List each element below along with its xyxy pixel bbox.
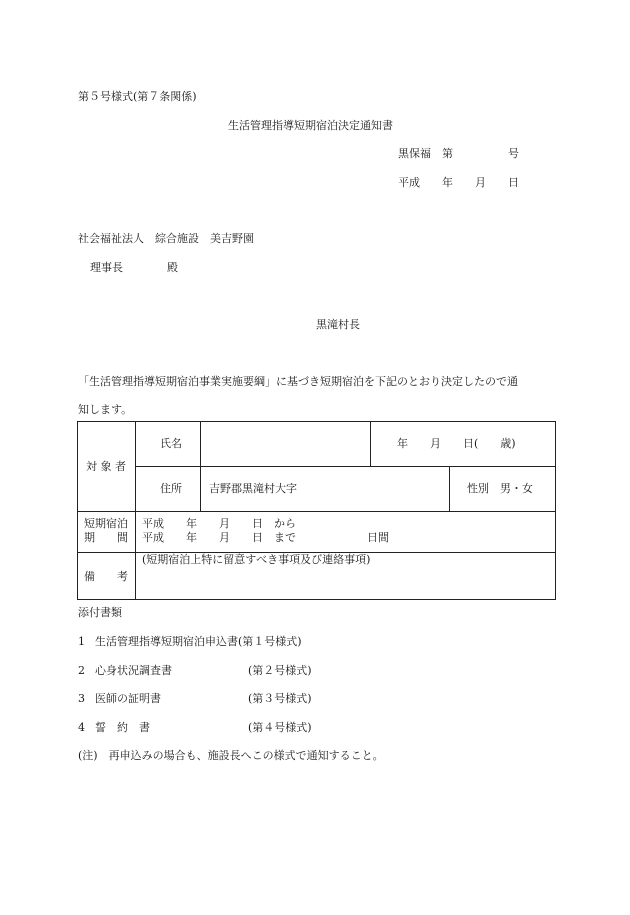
period-end: 平成 年 月 日 まで — [142, 531, 296, 544]
attachment-name: 医師の証明書 — [95, 692, 161, 705]
period-days: 日間 — [367, 531, 389, 544]
attachment-name: 心身状況調査書 — [95, 664, 172, 677]
document-title: 生活管理指導短期宿泊決定通知書 — [228, 119, 393, 132]
address-value: 吉野郡黒滝村大字 — [209, 482, 297, 495]
body-line-2: 知します。 — [78, 403, 133, 416]
address-label: 住所 — [160, 482, 182, 495]
attachment-number: 3 — [78, 692, 85, 705]
table-divider — [200, 422, 201, 511]
footnote: (注) 再申込みの場合も、施設長へこの様式で通知すること。 — [78, 749, 384, 762]
sender: 黒滝村長 — [316, 318, 360, 331]
period-start: 平成 年 月 日 から — [142, 517, 296, 530]
sex-field: 性別 男・女 — [467, 482, 533, 495]
attachment-form: (第３号様式) — [248, 692, 312, 705]
recipient-addressee: 理事長 殿 — [90, 261, 178, 274]
body-line-1: 「生活管理指導短期宿泊事業実施要綱」に基づき短期宿泊を下記のとおり決定したので通 — [78, 375, 518, 388]
table-divider — [135, 552, 136, 599]
attachments-heading: 添付書類 — [78, 606, 122, 619]
period-label-line-1: 短期宿泊 — [84, 517, 128, 530]
decision-table — [77, 421, 556, 600]
attachment-number: 4 — [78, 721, 85, 734]
attachment-name: 生活管理指導短期宿泊申込書(第１号様式) — [95, 635, 302, 648]
document-number: 黒保福 第 号 — [398, 147, 519, 160]
period-label-line-2: 期 間 — [84, 531, 128, 544]
form-number: 第５号様式(第７条関係) — [78, 90, 197, 103]
document-date: 平成 年 月 日 — [398, 176, 519, 189]
subject-label: 対 象 者 — [86, 460, 126, 473]
attachment-form: (第２号様式) — [248, 664, 312, 677]
table-divider — [370, 422, 371, 466]
attachment-number: 2 — [78, 664, 85, 677]
birth-date-field: 年 月 日( 歳) — [397, 437, 516, 450]
table-divider — [135, 466, 556, 467]
table-divider — [78, 511, 555, 512]
attachment-name: 誓 約 書 — [95, 721, 150, 734]
attachment-number: 1 — [78, 635, 85, 648]
table-divider — [449, 466, 450, 511]
recipient-organization: 社会福祉法人 綜合施設 美吉野園 — [78, 232, 254, 245]
table-divider — [135, 422, 136, 552]
attachment-form: (第４号様式) — [248, 721, 312, 734]
remarks-label: 備 考 — [84, 570, 128, 583]
remarks-note: (短期宿泊上特に留意すべき事項及び連絡事項) — [142, 553, 371, 566]
name-label: 氏名 — [160, 437, 182, 450]
